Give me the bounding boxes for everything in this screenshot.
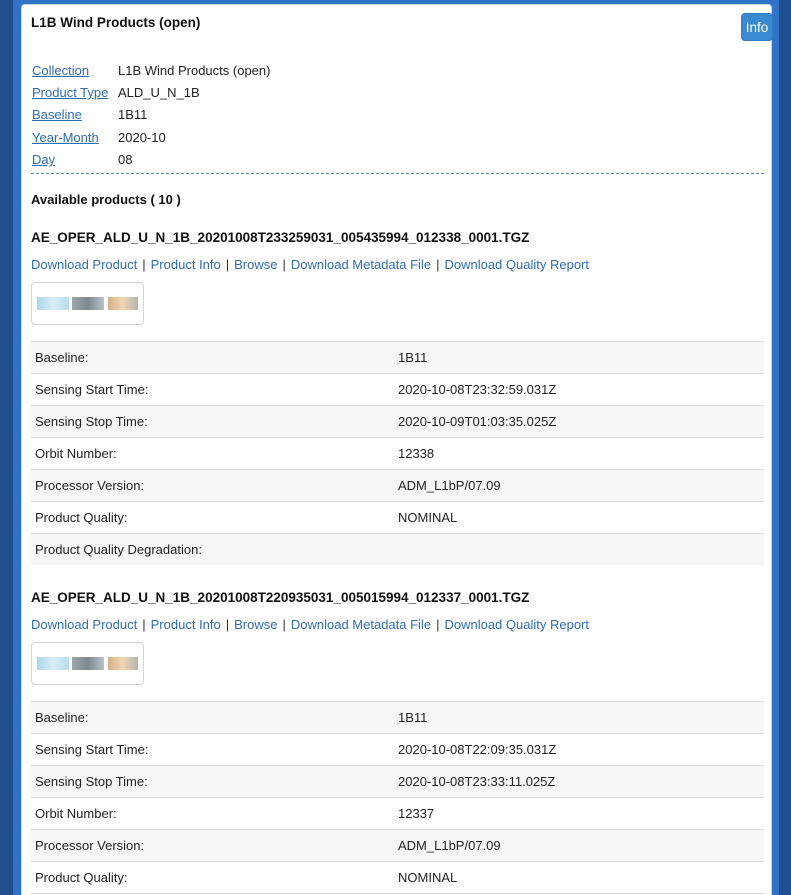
collection-metadata: [31, 59, 764, 174]
thumbnail-map-segment: [37, 297, 69, 310]
panel-title: L1B Wind Products (open): [31, 15, 201, 30]
meta-row-day: [31, 149, 764, 171]
table-row: [31, 438, 764, 470]
thumbnail-grey-segment: [72, 297, 104, 310]
meta-row-product-type: [31, 81, 764, 103]
row-value: ADM_L1bP/07.09: [398, 838, 501, 853]
row-label: Processor Version:: [35, 838, 145, 853]
browse-thumbnail[interactable]: [31, 282, 144, 325]
row-label: Sensing Stop Time:: [35, 414, 148, 429]
link-separator: |: [282, 257, 286, 272]
thumbnail-orange-segment: [108, 297, 138, 310]
meta-row-year-month: [31, 126, 764, 148]
meta-row-baseline: [31, 104, 764, 126]
table-row: [31, 734, 764, 766]
day-value: 08: [118, 152, 133, 168]
table-row: [31, 342, 764, 374]
link-separator: |: [225, 617, 230, 632]
download-metadata-link[interactable]: Download Metadata File: [290, 257, 432, 272]
download-quality-report-link[interactable]: Download Quality Report: [444, 257, 589, 272]
table-row: [31, 406, 764, 438]
table-row: [31, 862, 764, 894]
row-value: 2020-10-08T22:09:35.031Z: [398, 742, 557, 757]
baseline-link[interactable]: Baseline: [32, 107, 82, 123]
link-separator: |: [436, 617, 440, 632]
available-products-heading: Available products ( 10 ): [31, 192, 181, 207]
row-value: 12337: [398, 806, 435, 821]
table-row: [31, 798, 764, 830]
product-info-link[interactable]: Product Info: [150, 617, 221, 632]
row-value: 2020-10-09T01:03:35.025Z: [398, 414, 557, 429]
product-links: [31, 616, 764, 634]
product-links: [31, 256, 764, 274]
row-value: NOMINAL: [398, 510, 458, 525]
table-row: [31, 502, 764, 534]
meta-row-collection: [31, 59, 764, 81]
table-row: [31, 470, 764, 502]
link-separator: |: [142, 257, 146, 272]
thumbnail-map-segment: [37, 657, 69, 670]
row-label: Sensing Start Time:: [35, 742, 149, 757]
table-row: [31, 830, 764, 862]
day-link[interactable]: Day: [32, 152, 56, 168]
download-product-link[interactable]: Download Product: [31, 257, 138, 272]
row-label: Product Quality:: [35, 870, 128, 885]
row-value: ADM_L1bP/07.09: [398, 478, 501, 493]
row-label: Baseline:: [35, 710, 89, 725]
product-details-table: [31, 701, 764, 894]
link-separator: |: [142, 617, 146, 632]
download-metadata-link[interactable]: Download Metadata File: [290, 617, 432, 632]
row-label: Orbit Number:: [35, 446, 117, 461]
row-label: Sensing Start Time:: [35, 382, 149, 397]
table-row: [31, 534, 764, 565]
row-label: Processor Version:: [35, 478, 145, 493]
browse-thumbnail[interactable]: [31, 642, 144, 685]
products-panel: [21, 4, 772, 895]
row-label: Baseline:: [35, 350, 89, 365]
product-type-link[interactable]: Product Type: [32, 85, 109, 101]
product-type-value: ALD_U_N_1B: [118, 85, 200, 101]
product-name: AE_OPER_ALD_U_N_1B_20201008T220935031_005015994_012337_0001.TGZ: [31, 590, 530, 605]
year-month-link[interactable]: Year-Month: [32, 129, 99, 145]
browse-link[interactable]: Browse: [234, 257, 278, 272]
collection-value: L1B Wind Products (open): [118, 62, 271, 78]
row-label: Orbit Number:: [35, 806, 117, 821]
info-button[interactable]: Info: [741, 13, 773, 41]
link-separator: |: [225, 257, 230, 272]
thumbnail-grey-segment: [72, 657, 104, 670]
table-row: [31, 702, 764, 734]
row-value: 1B11: [398, 710, 428, 725]
table-row: [31, 766, 764, 798]
download-quality-report-link[interactable]: Download Quality Report: [444, 617, 589, 632]
table-row: [31, 374, 764, 406]
thumbnail-orange-segment: [108, 657, 138, 670]
collection-link[interactable]: Collection: [32, 62, 90, 78]
link-separator: |: [436, 257, 440, 272]
product-name: AE_OPER_ALD_U_N_1B_20201008T233259031_005435994_012338_0001.TGZ: [31, 230, 530, 245]
row-label: Product Quality:: [35, 510, 128, 525]
product-entry: [31, 588, 764, 894]
row-value: 12338: [398, 446, 435, 461]
row-label: Product Quality Degradation:: [35, 542, 202, 557]
product-entry: [31, 228, 764, 565]
row-value: 2020-10-08T23:33:11.025Z: [398, 774, 556, 789]
download-product-link[interactable]: Download Product: [31, 617, 138, 632]
year-month-value: 2020-10: [118, 129, 166, 145]
row-value: NOMINAL: [398, 870, 458, 885]
link-separator: |: [282, 617, 286, 632]
baseline-value: 1B11: [118, 107, 148, 123]
row-value: 2020-10-08T23:32:59.031Z: [398, 382, 557, 397]
product-info-link[interactable]: Product Info: [150, 257, 221, 272]
browse-link[interactable]: Browse: [234, 617, 278, 632]
row-value: 1B11: [398, 350, 428, 365]
product-details-table: [31, 341, 764, 565]
row-label: Sensing Stop Time:: [35, 774, 148, 789]
